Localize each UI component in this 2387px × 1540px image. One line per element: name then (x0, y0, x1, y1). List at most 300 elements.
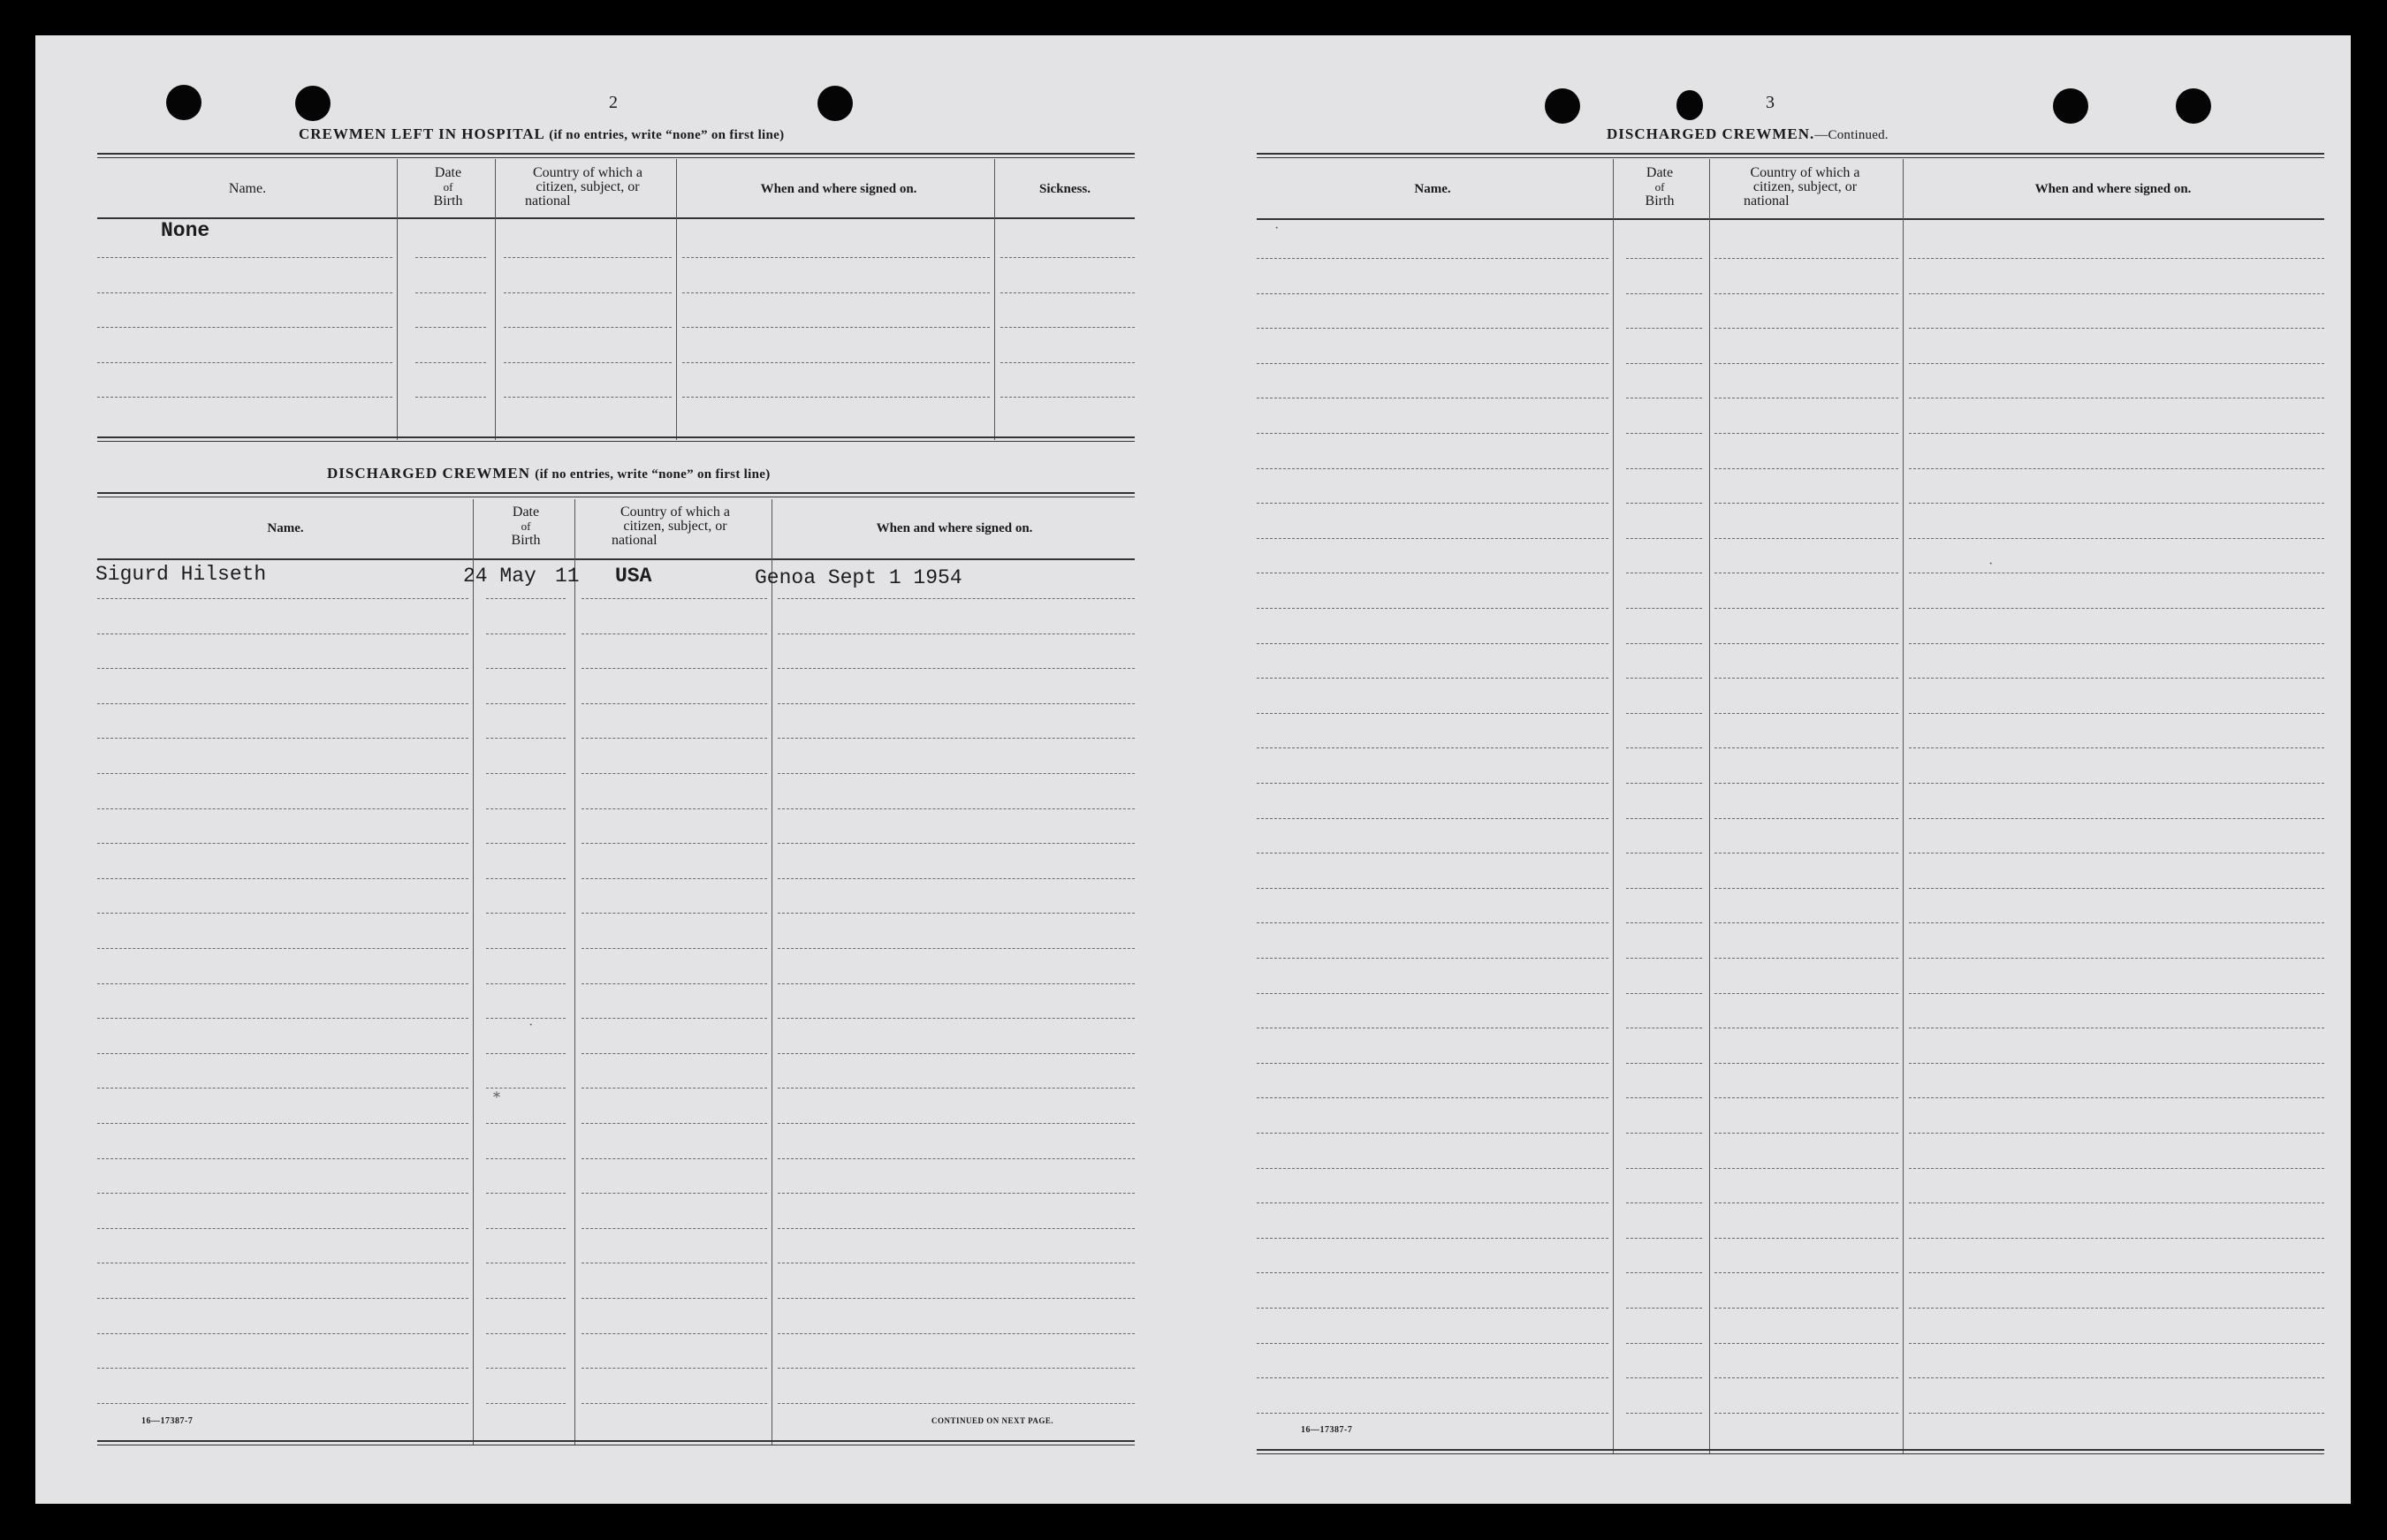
row-line (1626, 433, 1702, 434)
discharged-entry-country: USA (615, 565, 652, 588)
row-line (486, 703, 566, 704)
row-line (1909, 1343, 2324, 1344)
row-line (97, 598, 468, 599)
row-line (1909, 433, 2324, 434)
row-line (1257, 1133, 1608, 1134)
discharged-divider (473, 499, 474, 1445)
row-line (778, 913, 1135, 914)
row-line (1257, 993, 1608, 994)
row-line (1714, 1133, 1898, 1134)
row-line (97, 1123, 468, 1124)
row-line (1257, 1377, 1608, 1378)
footer-form-number-left: 16—17387-7 (141, 1416, 194, 1426)
row-line (1257, 1097, 1608, 1098)
right-col-signed: When and where signed on. (2034, 182, 2192, 196)
row-line (1626, 328, 1702, 329)
row-line (486, 1333, 566, 1334)
row-line (682, 362, 990, 363)
row-line (97, 1403, 468, 1404)
row-line (582, 808, 767, 809)
row-line (97, 773, 468, 774)
row-line (1626, 503, 1702, 504)
row-line (486, 1368, 566, 1369)
row-line (778, 1088, 1135, 1089)
row-line (778, 808, 1135, 809)
row-line (97, 738, 468, 739)
hospital-divider (397, 159, 398, 440)
row-line (778, 1123, 1135, 1124)
row-line (1257, 818, 1608, 819)
right-col-country-l1: Country of which a (1750, 165, 1860, 180)
row-line (415, 362, 486, 363)
row-line (1909, 503, 2324, 504)
right-col-name: Name. (1414, 182, 1451, 196)
row-line (1714, 1413, 1898, 1414)
ink-speck: · (528, 1018, 534, 1033)
hospital-entry-name: None (161, 219, 210, 242)
row-line (682, 327, 990, 328)
row-line (486, 1298, 566, 1299)
row-line (582, 1088, 767, 1089)
row-line (97, 668, 468, 669)
discharged-col-name: Name. (267, 521, 304, 535)
row-line (97, 948, 468, 949)
row-line (97, 913, 468, 914)
row-line (1909, 293, 2324, 294)
row-line (778, 1298, 1135, 1299)
row-line (1714, 328, 1898, 329)
hospital-divider (495, 159, 496, 440)
row-line (778, 1158, 1135, 1159)
row-line (1909, 1202, 2324, 1203)
discharged-entry-country-prefix: 11 (555, 565, 580, 588)
row-line (1714, 678, 1898, 679)
row-line (1626, 1168, 1702, 1169)
row-line (504, 327, 672, 328)
hospital-col-dob-l3: Birth (433, 193, 463, 209)
row-line (1909, 922, 2324, 923)
row-line (1626, 922, 1702, 923)
row-line (1909, 888, 2324, 889)
ink-speck: · (1988, 557, 1994, 572)
row-line (582, 983, 767, 984)
row-line (1909, 713, 2324, 714)
right-section-title (1607, 125, 1889, 143)
row-line (1714, 783, 1898, 784)
row-line (1714, 538, 1898, 539)
discharged-entry-signed-on: Genoa Sept 1 1954 (755, 566, 962, 589)
row-line (97, 1193, 468, 1194)
hospital-divider (994, 159, 995, 440)
row-line (1909, 643, 2324, 644)
row-line (1626, 608, 1702, 609)
punch-hole (1676, 90, 1703, 120)
row-line (778, 1228, 1135, 1229)
row-line (1257, 1202, 1608, 1203)
row-line (1257, 958, 1608, 959)
row-line (1714, 922, 1898, 923)
hospital-col-name: Name. (228, 181, 267, 196)
row-line (582, 1368, 767, 1369)
row-line (1909, 468, 2324, 469)
row-line (1626, 888, 1702, 889)
row-line (415, 397, 486, 398)
row-line (486, 598, 566, 599)
row-line (778, 703, 1135, 704)
row-line (582, 913, 767, 914)
row-line (1909, 783, 2324, 784)
page-number-right: 3 (1766, 93, 1775, 112)
row-line (1000, 257, 1135, 258)
row-line (1257, 783, 1608, 784)
hospital-divider (676, 159, 677, 440)
row-line (1626, 1238, 1702, 1239)
row-line (1714, 433, 1898, 434)
row-line (486, 1158, 566, 1159)
row-line (1000, 327, 1135, 328)
row-line (1909, 747, 2324, 748)
row-line (504, 362, 672, 363)
row-line (1714, 993, 1898, 994)
row-line (1257, 503, 1608, 504)
row-line (1909, 1413, 2324, 1414)
row-line (1714, 713, 1898, 714)
row-line (1626, 1202, 1702, 1203)
discharged-col-dob-l2: of (521, 520, 531, 533)
row-line (415, 327, 486, 328)
row-line (582, 1123, 767, 1124)
ink-speck: ⁎ (493, 1086, 500, 1101)
row-line (778, 738, 1135, 739)
row-line (582, 878, 767, 879)
discharged-col-country-l2: citizen, subject, or (623, 519, 727, 534)
row-line (1626, 783, 1702, 784)
row-line (97, 1368, 468, 1369)
row-line (1257, 922, 1608, 923)
hospital-col-country-l2: citizen, subject, or (536, 179, 640, 194)
right-divider (1709, 159, 1710, 1453)
row-line (1257, 1308, 1608, 1309)
row-line (1909, 1063, 2324, 1064)
row-line (1909, 958, 2324, 959)
row-line (1257, 1063, 1608, 1064)
row-line (486, 773, 566, 774)
row-line (1626, 363, 1702, 364)
row-line (1626, 1413, 1702, 1414)
right-title-main: DISCHARGED CREWMEN. (1607, 125, 1815, 142)
row-line (415, 257, 486, 258)
row-line (1626, 713, 1702, 714)
row-line (486, 1053, 566, 1054)
row-line (504, 292, 672, 293)
row-line (415, 292, 486, 293)
row-line (1257, 678, 1608, 679)
row-line (1909, 538, 2324, 539)
row-line (486, 738, 566, 739)
punch-hole (817, 86, 853, 121)
row-line (1626, 1343, 1702, 1344)
row-line (1714, 1343, 1898, 1344)
row-line (1257, 363, 1608, 364)
row-line (582, 1298, 767, 1299)
row-line (1626, 747, 1702, 748)
discharged-entry-name: Sigurd Hilseth (95, 563, 267, 586)
row-line (582, 703, 767, 704)
row-line (582, 1053, 767, 1054)
row-line (1909, 993, 2324, 994)
row-line (97, 808, 468, 809)
row-line (1257, 433, 1608, 434)
row-line (1909, 678, 2324, 679)
row-line (1909, 608, 2324, 609)
row-line (97, 633, 468, 634)
row-line (486, 633, 566, 634)
row-line (1257, 293, 1608, 294)
row-line (486, 1018, 566, 1019)
discharged-title-main: DISCHARGED CREWMEN (327, 465, 531, 482)
right-title-cont: —Continued. (1814, 128, 1889, 142)
hospital-col-country (498, 166, 677, 209)
row-line (1714, 258, 1898, 259)
right-col-country (1710, 166, 1900, 209)
row-line (486, 1403, 566, 1404)
hospital-top-rule (97, 153, 1135, 158)
row-line (1626, 678, 1702, 679)
row-line (682, 397, 990, 398)
row-line (778, 633, 1135, 634)
discharged-col-dob (477, 505, 574, 548)
row-line (582, 948, 767, 949)
page-number-left: 2 (609, 93, 618, 112)
row-line (1909, 1377, 2324, 1378)
row-line (1909, 818, 2324, 819)
row-line (582, 843, 767, 844)
row-line (1626, 1272, 1702, 1273)
row-line (1626, 1063, 1702, 1064)
footer-form-number-right: 16—17387-7 (1301, 1425, 1353, 1435)
row-line (1909, 1133, 2324, 1134)
row-line (504, 397, 672, 398)
row-line (778, 878, 1135, 879)
row-line (1714, 1272, 1898, 1273)
discharged-col-dob-l1: Date (512, 504, 540, 520)
row-line (1257, 713, 1608, 714)
row-line (1257, 1413, 1608, 1414)
row-line (1714, 468, 1898, 469)
row-line (486, 878, 566, 879)
discharged-divider (574, 499, 575, 1445)
hospital-col-dob-l2: of (443, 180, 453, 193)
row-line (778, 1403, 1135, 1404)
row-line (1626, 1097, 1702, 1098)
row-line (1257, 643, 1608, 644)
discharged-title-note: (if no entries, write “none” on first line) (535, 467, 771, 482)
discharged-col-country-l1: Country of which a (620, 504, 730, 520)
discharged-header-rule (97, 558, 1135, 560)
row-line (1626, 1377, 1702, 1378)
row-line (486, 913, 566, 914)
row-line (97, 327, 392, 328)
row-line (1257, 888, 1608, 889)
discharged-bottom-rule (97, 1440, 1135, 1445)
hospital-col-sickness: Sickness. (1039, 182, 1091, 196)
row-line (1257, 1272, 1608, 1273)
right-divider (1613, 159, 1614, 1453)
right-col-dob-l3: Birth (1645, 193, 1675, 209)
row-line (778, 983, 1135, 984)
punch-hole (166, 85, 201, 120)
row-line (97, 397, 392, 398)
row-line (1714, 643, 1898, 644)
ink-speck: · (1274, 221, 1280, 236)
row-line (1626, 958, 1702, 959)
row-line (1909, 328, 2324, 329)
row-line (1257, 258, 1608, 259)
row-line (97, 878, 468, 879)
row-line (1626, 1133, 1702, 1134)
discharged-section-title (327, 465, 771, 482)
row-line (582, 1158, 767, 1159)
row-line (778, 773, 1135, 774)
row-line (1257, 328, 1608, 329)
row-line (486, 808, 566, 809)
row-line (582, 1228, 767, 1229)
row-line (582, 1333, 767, 1334)
row-line (1626, 258, 1702, 259)
row-line (1714, 747, 1898, 748)
row-line (1257, 1168, 1608, 1169)
right-divider (1903, 159, 1904, 1453)
row-line (97, 703, 468, 704)
row-line (1909, 1308, 2324, 1309)
punch-hole (1545, 88, 1580, 124)
row-line (1257, 1238, 1608, 1239)
row-line (582, 1403, 767, 1404)
punch-hole (295, 86, 331, 121)
row-line (582, 1018, 767, 1019)
punch-hole (2053, 88, 2088, 124)
row-line (97, 292, 392, 293)
row-line (582, 668, 767, 669)
right-col-country-l3: national (1744, 193, 1790, 209)
row-line (97, 1018, 468, 1019)
row-line (1626, 818, 1702, 819)
right-col-dob-l1: Date (1646, 165, 1674, 180)
row-line (1909, 363, 2324, 364)
hospital-col-signed: When and where signed on. (760, 182, 917, 196)
row-line (1257, 538, 1608, 539)
row-line (1626, 468, 1702, 469)
discharged-top-rule (97, 492, 1135, 497)
row-line (682, 257, 990, 258)
row-line (1714, 818, 1898, 819)
row-line (1714, 293, 1898, 294)
row-line (1257, 468, 1608, 469)
row-line (582, 773, 767, 774)
hospital-title-note: (if no entries, write “none” on first line) (549, 128, 785, 142)
hospital-section-title (299, 125, 784, 143)
row-line (1714, 1168, 1898, 1169)
row-line (1909, 1168, 2324, 1169)
right-top-rule (1257, 153, 2324, 158)
row-line (486, 843, 566, 844)
right-col-country-l2: citizen, subject, or (1752, 179, 1858, 194)
row-line (778, 598, 1135, 599)
hospital-col-dob-l1: Date (434, 165, 462, 180)
row-line (97, 983, 468, 984)
row-line (1714, 958, 1898, 959)
right-header-rule (1257, 218, 2324, 220)
hospital-col-dob (399, 166, 497, 209)
discharged-col-signed: When and where signed on. (876, 521, 1033, 535)
row-line (97, 1228, 468, 1229)
row-line (1714, 503, 1898, 504)
row-line (1714, 888, 1898, 889)
row-line (1257, 1343, 1608, 1344)
row-line (778, 843, 1135, 844)
row-line (1257, 608, 1608, 609)
row-line (1626, 538, 1702, 539)
discharged-col-dob-l3: Birth (511, 533, 541, 548)
document-sheet (35, 35, 2351, 1504)
hospital-col-country-l3: national (525, 193, 571, 209)
row-line (1626, 1308, 1702, 1309)
row-line (486, 1193, 566, 1194)
row-line (778, 948, 1135, 949)
right-col-dob (1613, 166, 1707, 209)
discharged-entry-dob: 24 May (463, 565, 536, 588)
row-line (97, 1053, 468, 1054)
row-line (486, 668, 566, 669)
row-line (97, 1158, 468, 1159)
row-line (582, 738, 767, 739)
row-line (1714, 1238, 1898, 1239)
right-col-dob-l2: of (1654, 180, 1665, 193)
row-line (778, 1193, 1135, 1194)
row-line (1714, 1063, 1898, 1064)
footer-continued: CONTINUED ON NEXT PAGE. (931, 1416, 1054, 1425)
hospital-col-country-l1: Country of which a (533, 165, 642, 180)
row-line (778, 668, 1135, 669)
row-line (1626, 293, 1702, 294)
row-line (486, 983, 566, 984)
row-line (582, 633, 767, 634)
discharged-col-country (578, 505, 772, 548)
row-line (1909, 1097, 2324, 1098)
row-line (1000, 397, 1135, 398)
row-line (582, 598, 767, 599)
row-line (778, 1018, 1135, 1019)
row-line (778, 1053, 1135, 1054)
discharged-col-country-l3: national (612, 533, 658, 548)
row-line (582, 1193, 767, 1194)
row-line (1000, 292, 1135, 293)
row-line (1626, 993, 1702, 994)
row-line (1257, 747, 1608, 748)
hospital-title-main: CREWMEN LEFT IN HOSPITAL (299, 125, 544, 142)
row-line (1714, 1308, 1898, 1309)
row-line (1000, 362, 1135, 363)
row-line (778, 1368, 1135, 1369)
row-line (486, 948, 566, 949)
row-line (97, 1333, 468, 1334)
row-line (682, 292, 990, 293)
row-line (1714, 1097, 1898, 1098)
row-line (1714, 1377, 1898, 1378)
row-line (504, 257, 672, 258)
row-line (1714, 1202, 1898, 1203)
row-line (97, 1298, 468, 1299)
